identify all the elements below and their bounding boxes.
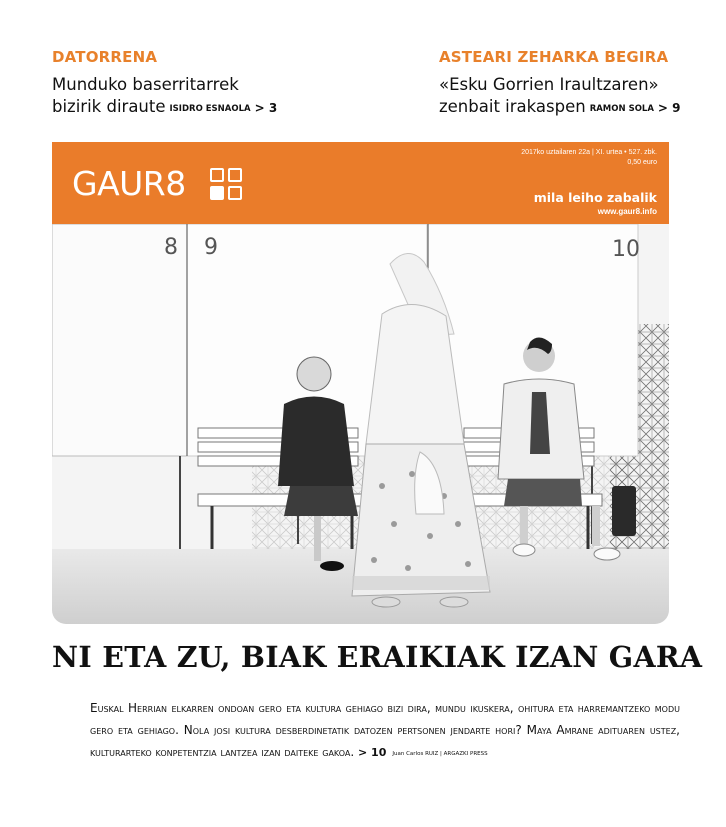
teaser-datorrena[interactable] <box>52 48 277 120</box>
teaser-title-line-2 <box>439 96 681 120</box>
teaser-title-line-2 <box>52 96 277 120</box>
page-reference: > 3 <box>254 101 278 115</box>
page-title: NI ETA ZU, BIAK ERAIKIAK IZAN GARA <box>52 640 703 674</box>
tagline: mila leiho zabalik <box>533 190 657 205</box>
price: 0,50 euro <box>627 159 657 166</box>
board-number-9: 9 <box>204 235 218 260</box>
logo-squares-icon <box>210 168 242 200</box>
issue-info <box>521 148 657 168</box>
teaser-title-text: zenbait irakaspen <box>439 97 586 116</box>
teaser-kicker: ASTEARI ZEHARKA BEGIRA <box>439 48 669 66</box>
cover-photo <box>52 224 669 624</box>
teaser-author: RAMON SOLA <box>589 104 654 114</box>
page-reference: > 10 <box>358 746 387 759</box>
website-link[interactable]: www.gaur8.info <box>597 207 657 216</box>
lead-text: Euskal Herrian elkarren ondoan gero eta kultura gehiago bizi dira, mundu ikuskera, ohitura eta harremantzeko modu gero eta gehiago. Nola josi kultura desberdinetatik datozen pertsonen jendarte hori? Maya Amrane adituaren ustez, kulturarteko konpetentzia lantzea izan daiteke gakoa. <box>90 701 680 759</box>
masthead <box>52 142 669 224</box>
teaser-title-line: «Esku Gorrien Iraultzaren» <box>439 75 659 94</box>
teaser-kicker: DATORRENA <box>52 48 158 66</box>
teaser-title-text: bizirik diraute <box>52 97 166 116</box>
photo-credit: Juan Carlos RUIZ | ARGAZKI PRESS <box>392 751 488 757</box>
board-number-10: 10 <box>612 237 640 262</box>
teaser-author: ISIDRO ESNAOLA <box>169 104 251 114</box>
teaser-asteari-zeharka-begira[interactable] <box>439 48 681 120</box>
page-reference: > 9 <box>657 101 681 115</box>
teaser-title-line: Munduko baserritarrek <box>52 75 239 94</box>
gaur8-logo[interactable]: GAUR8 <box>72 164 186 203</box>
board-number-8: 8 <box>164 235 178 260</box>
issue-date-line: 2017ko uztailaren 22a | XI. urtea • 527. zbk. <box>521 149 657 156</box>
lead-paragraph <box>90 697 680 765</box>
